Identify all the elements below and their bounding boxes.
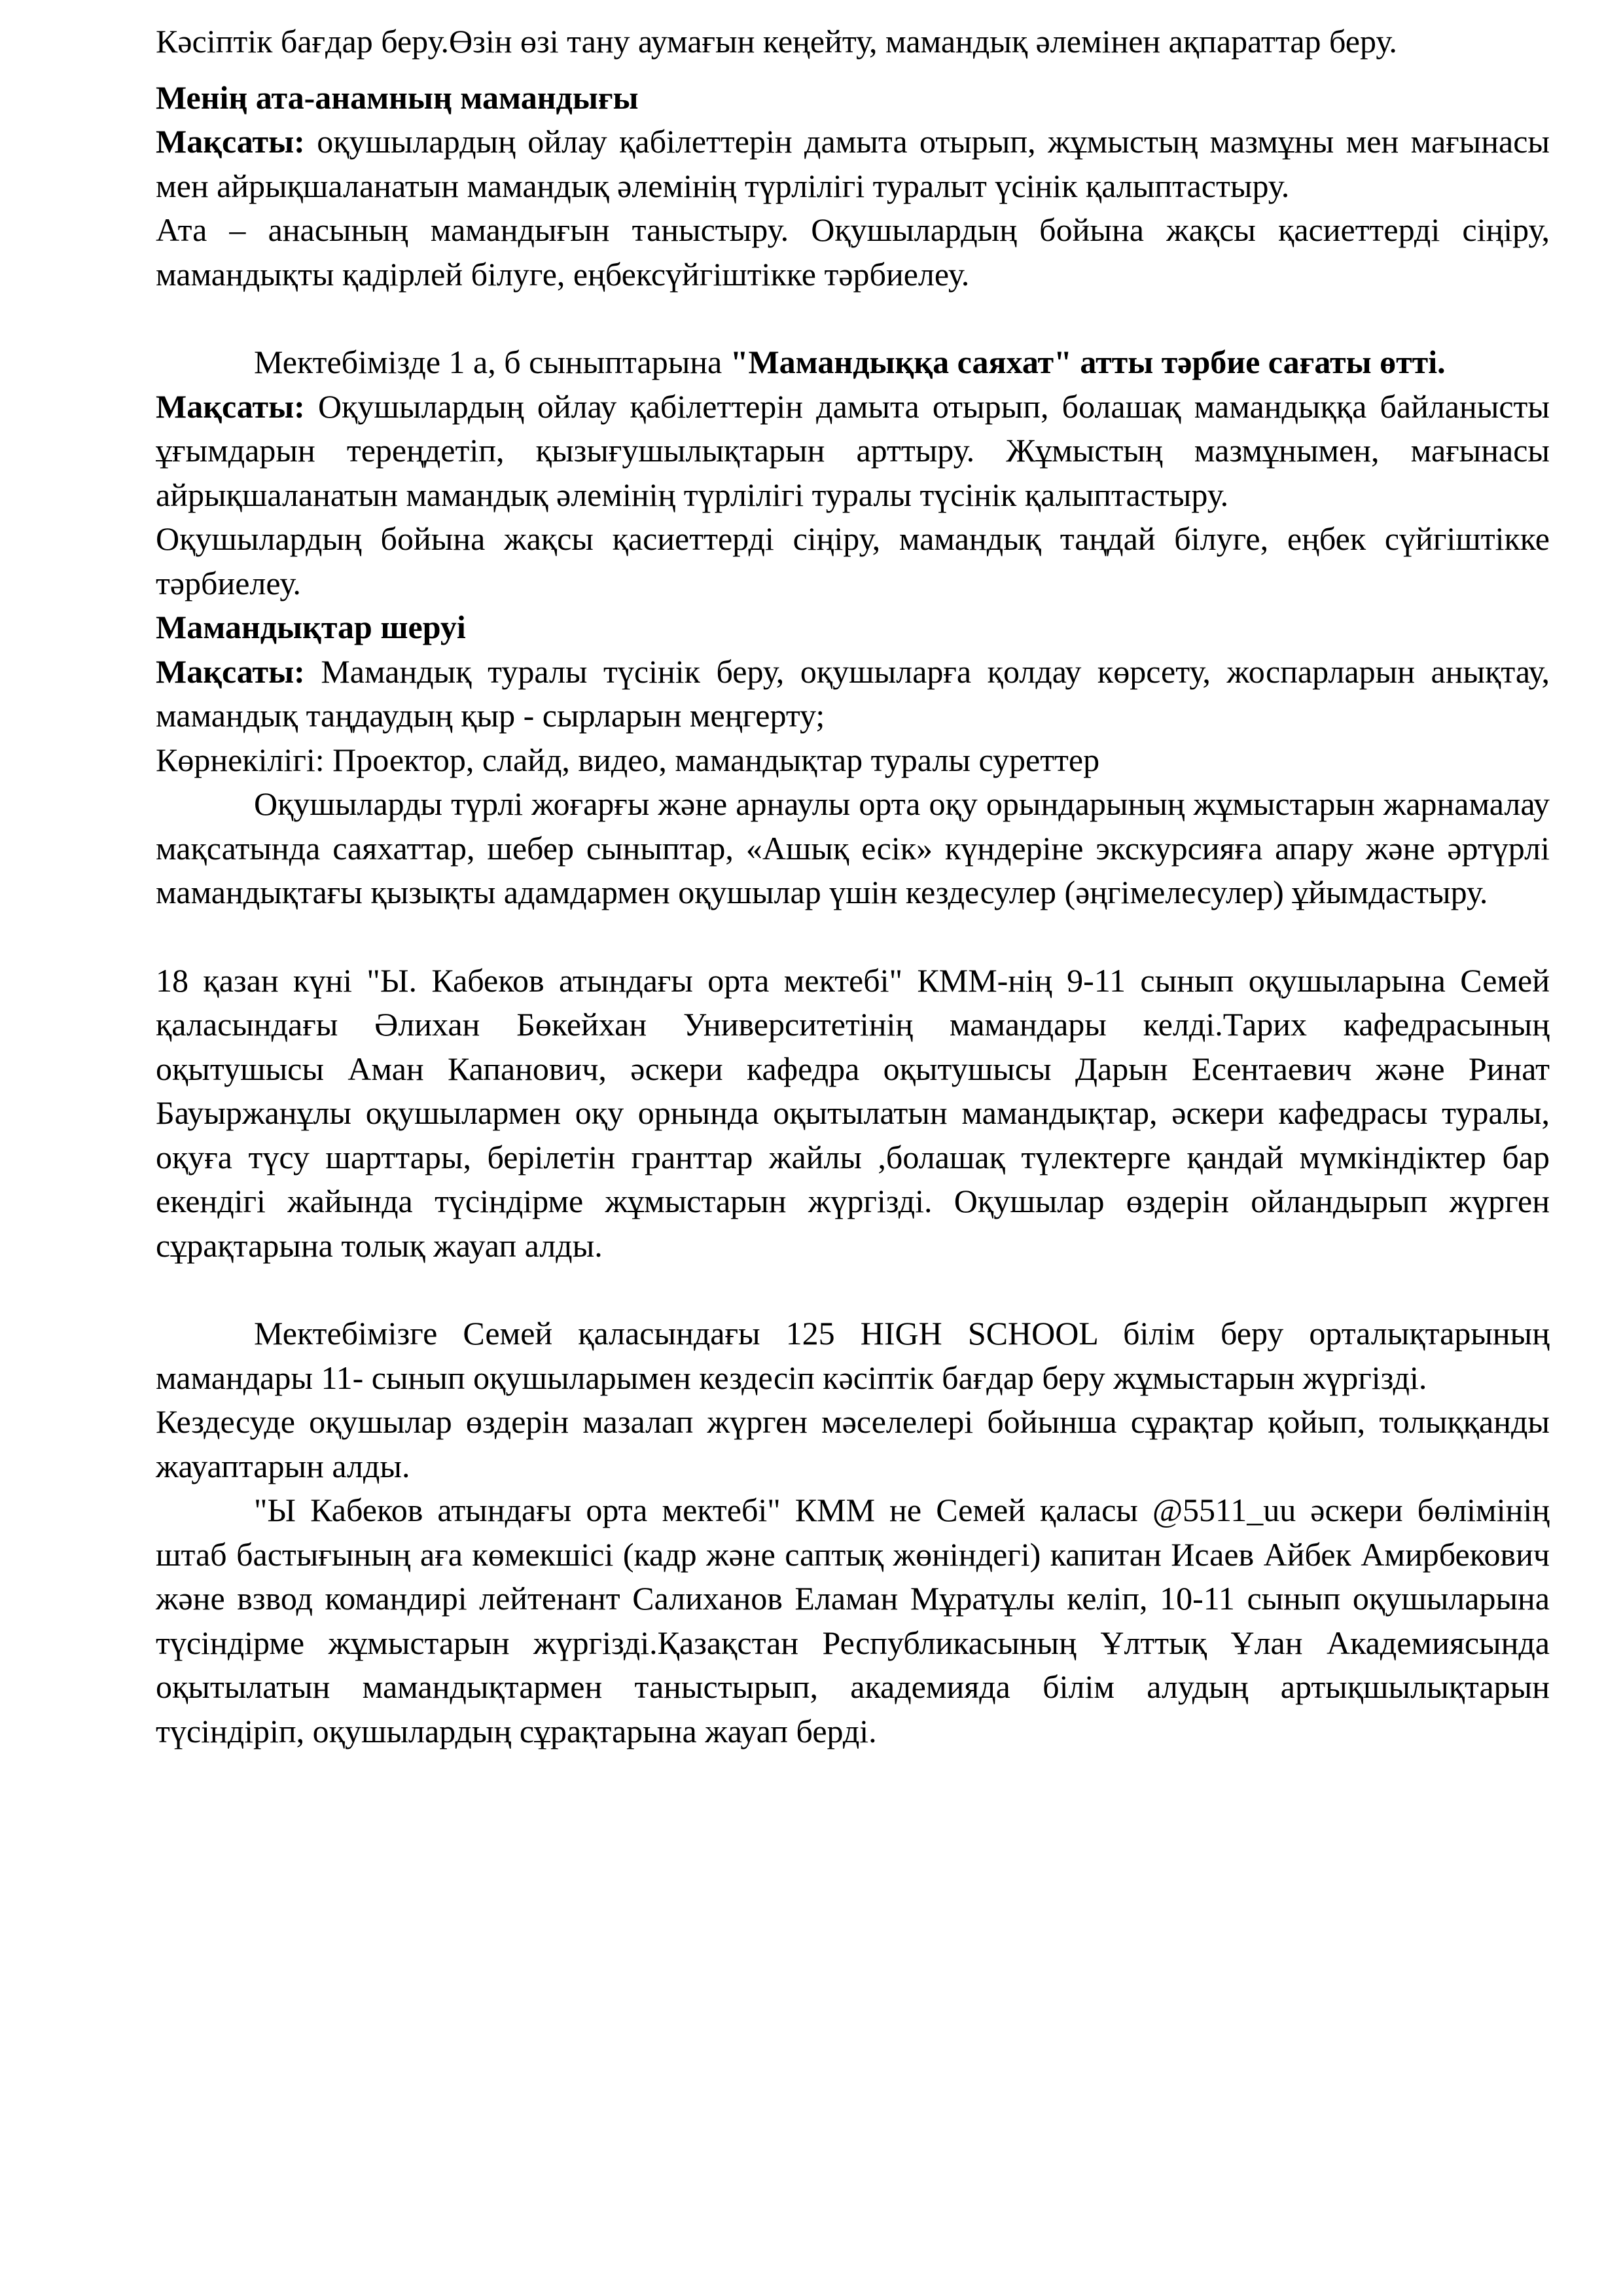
body-paragraph: Оқушыларды түрлі жоғарғы және арнаулы орта оқу орындарының жұмыстарын жарнамалау мақсатында саяхаттар, шебер сыныптар, «Ашық есік» күндеріне экскурсияға апару және әртүрлі мамандықтағы қызықты адамдармен оқушылар үшін кездесулер (әңгімелесулер) ұйымдастыру.	[156, 785, 1550, 910]
event-paragraph	[156, 340, 1550, 385]
visual-aids-paragraph: Көрнекілігі: Проектор, слайд, видео, мамандықтар туралы суреттер	[156, 741, 1100, 778]
university-visit-paragraph: 18 қазан күні "Ы. Кабеков атындағы орта мектебі" КММ-нің 9-11 сынып оқушыларына Семей қаласындағы Әлихан Бөкейхан Университетінің мамандары келді.Тарих кафедрасының оқытушысы Аман Капанович, әскери кафедра оқытушысы Дарын Есентаевич және Ринат Бауыржанұлы оқушылармен оқу орнында оқытылатын мамандықтар, әскери кафедрасы туралы, оқуға түсу шарттары, берілетін гранттар жайлы ,болашақ түлектерге қандай мүмкіндіктер бар екендігі жайында түсіндірме жұмыстарын жүргізді. Оқушылар өздерін ойландырып жүрген сұрақтарына толық жауап алды.	[156, 961, 1550, 1264]
body-paragraph: Ата – анасының мамандығын таныстыру. Оқушылардың бойына жақсы қасиеттерді сіңіру, мамандықты қадірлей білуге, еңбексүйгіштікке тәрбиелеу.	[156, 211, 1550, 293]
body-paragraph: Кездесуде оқушылар өздерін мазалап жүрген мәселелері бойынша сұрақтар қойып, толыққанды жауаптарын алды.	[156, 1403, 1550, 1484]
body-paragraph: Оқушылардың бойына жақсы қасиеттерді сіңіру, мамандық таңдай білуге, еңбек сүйгіштікке тәрбиелеу.	[156, 520, 1550, 601]
goal-text: Оқушылардың ойлау қабілеттерін дамыта отырып, болашақ мамандыққа байланысты ұғымдарын тереңдетіп, қызығушылықтарын арттыру. Жұмыстың мазмұнымен, мағынасы айрықшаланатын мамандық әлемінің түрлілігі туралы түсінік қалыптастыру.	[156, 387, 1550, 513]
high-school-visit-paragraph: Мектебімізге Семей қаласындағы 125 HIGH SCHOOL білім беру орталықтарының мамандары 11- сынып оқушыларымен кездесіп кәсіптік бағдар беру жұмыстарын жүргізді.	[156, 1315, 1550, 1396]
goal-paragraph-2	[156, 385, 1550, 518]
section-heading-professions-parade: Мамандықтар шеруі	[156, 609, 466, 645]
section-heading-parents-profession: Менің ата-анамның мамандығы	[156, 79, 639, 116]
document-page	[156, 20, 1550, 1753]
intro-paragraph: Кәсіптік бағдар беру.Өзін өзі тану аумағын кеңейту, мамандық әлемінен ақпараттар беру.	[156, 23, 1397, 60]
event-title: "Мамандыққа саяхат" атты тәрбие сағаты өтті.	[730, 344, 1446, 380]
goal-label: Мақсаты:	[156, 653, 305, 690]
goal-paragraph-3	[156, 650, 1550, 738]
goal-text: оқушылардың ойлау қабілеттерін дамыта отырып, жұмыстың мазмұны мен мағынасы мен айрықшаланатын мамандық әлемінің түрлілігі туралыт үсінік қалыптастыру.	[156, 123, 1550, 204]
event-text: Мектебімізде 1 а, б сыныптарына	[254, 344, 730, 380]
military-visit-paragraph: "Ы Кабеков атындағы орта мектебі" КММ не Семей қаласы @5511_uu әскери бөлімінің штаб бастығының аға көмекшісі (кадр және саптық жөніндегі) капитан Исаев Айбек Амирбекович және взвод командирі лейтенант Салиханов Еламан Мұратұлы келіп, 10-11 сынып оқушыларына түсіндірме жұмыстарын жүргізді.Қазақстан Республикасының Ұлттық Ұлан Академиясында оқытылатын мамандықтармен таныстырып, академияда білім алудың артықшылықтарын түсіндіріп, оқушылардың сұрақтарына жауап берді.	[156, 1492, 1550, 1749]
goal-label: Мақсаты:	[156, 387, 305, 425]
goal-label: Мақсаты:	[156, 123, 305, 160]
goal-paragraph-1	[156, 120, 1550, 208]
goal-text: Мамандық туралы түсінік беру, оқушыларға қолдау көрсету, жоспарларын анықтау, мамандық таңдаудың қыр - сырларын меңгерту;	[156, 653, 1550, 734]
